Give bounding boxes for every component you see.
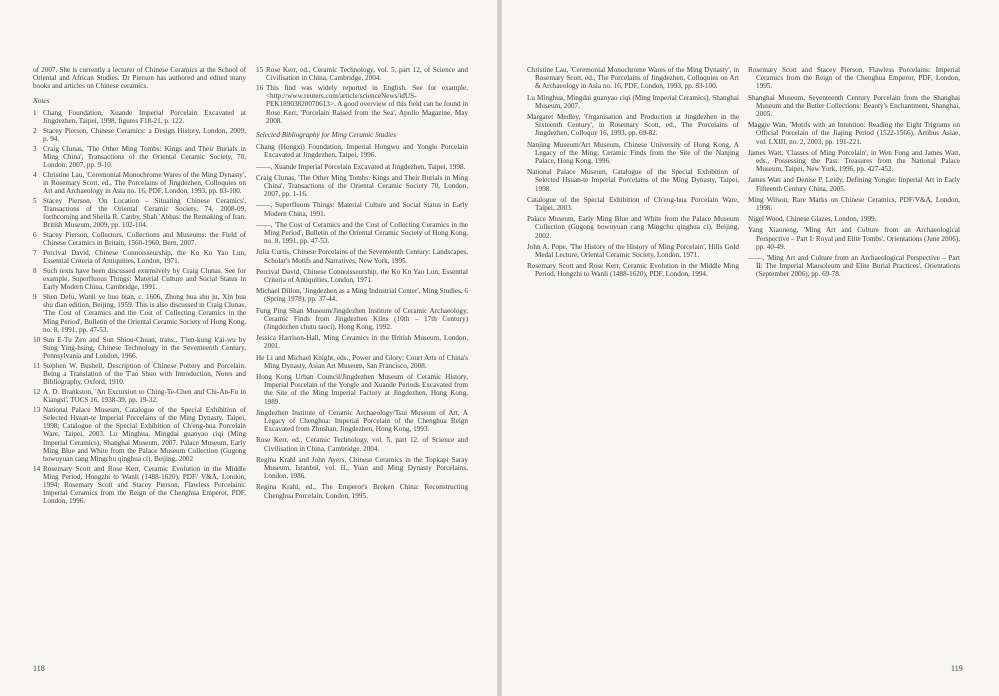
bibliography-entry: James Watt and Denise P. Leidy, Defining Yongle: Imperial Art in Early Fifteenth Century China, 2005. [748, 176, 960, 193]
bibliography-entry: Fung Ping Shan Museum/Jingdezhen Institute of Ceramic Archaeology, Ceramic Finds from Jingdezhen Kilns (10th – 17th Century) (Jingdezhen chutu taoci), Hong Kong, 1992. [256, 306, 468, 331]
bibliography-list-continued-1 [527, 66, 739, 279]
bibliography-entry: Christine Lau, 'Ceremonial Monochrome Wares of the Ming Dynasty', in Rosemary Scott, ed., The Porcelains of Jingdezhen, Colloquies on Art & Archaeology in Asia no. 16, PDF, London, 1993, pp. 83-100. [527, 66, 739, 91]
bibliography-entry: Regina Krahl and John Ayers, Chinese Ceramics in the Topkapi Saray Museum, Istanbul, vol. II., Yuan and Ming Dynasty Porcelains, London, 1986. [256, 455, 468, 481]
note-number: 8 [33, 266, 37, 275]
notes-continued-list [256, 66, 468, 125]
note-text: Percival David, Chinese Connoisseurship, the Ko Ku Yao Lun, Essential Criteria of Antiquities, London, 1971. [43, 249, 246, 266]
bibliography-entry: Palace Museum, Early Ming Blue and White from the Palace Museum Collection (Gugong bowuyuan cang Mingchu qinghua ci), Beijing, 2002. [527, 215, 739, 240]
bibliography-entry: Catalogue of the Special Exhibition of Ch'eng-hua Porcelain Ware, Taipei, 2003. [527, 195, 739, 213]
note-item [33, 465, 246, 506]
note-item [33, 197, 246, 230]
bibliography-entry: ——, Xuande Imperial Porcelain Excavated at Jingdezhen, Taipei, 1998. [256, 162, 466, 171]
note-item [33, 267, 246, 292]
left-page [0, 0, 497, 696]
note-text: Christine Lau, 'Ceremonial Monochrome Wares of the Ming Dynasty', in Rosemary Scott, ed., The Porcelains of Jingdezhen, Colloquies on Art and Archaeology in Asia no. 16, PDF, London, 1993, pp. 83-100. [43, 170, 246, 196]
note-number: 14 [33, 464, 41, 473]
page-number-right: 119 [951, 664, 963, 673]
note-number: 4 [33, 170, 37, 179]
page-number-left: 118 [33, 664, 45, 673]
notes-heading: Notes [33, 96, 50, 105]
note-text: Sun E-Tu Zen and Sun Shiou-Chuan, trans., T'ien-kung k'ai-wu by Sung Ying-hsing, Chinese Technology in the Seventeenth Century, Pennsylvania and London, 1966. [43, 335, 246, 360]
note-number: 15 [256, 66, 264, 74]
note-item [33, 231, 246, 247]
bibliography-entry: Hong Kong Urban Council/Jingdezhen Museum of Ceramic History, Imperial Porcelain of the Yongle and Xuande Periods Excavated from the Site of the Ming Imperial Factory at Jingdezhen, Hong Kong, 1989. [256, 373, 468, 406]
note-text: This find was widely reported in English. See for example, <http://www.reuters.com/article/scienceNews/idUS-PEK18903820070613>. A good overview of this field can be found in Rose Kerr, 'Porcelain Raised from the Sea', Apollo Magazine, May 2008. [266, 83, 468, 125]
note-item [33, 388, 246, 404]
note-text: Chang Foundation, Xuande Imperial Porcelain Excavated at Jingdezhen, Taipei, 1998, figures F18-21, p. 122. [43, 108, 246, 126]
notes-list [33, 109, 246, 506]
note-number: 6 [33, 231, 37, 240]
note-text: Shen Defu, Wanli ye huo bian, c. 1606, Zhong hua shu ju, Xin hua shu dian edition, Beijing, 1959. This is also discussed in Craig Clunas, 'The Cost of Ceramics and the Cost of Collecting Ceramics in the Ming Period', Bulletin of the Oriental Ceramic Society of Hong Kong, no. 8, 1991, pp. 47-53. [43, 293, 246, 334]
note-number: 2 [33, 126, 37, 135]
note-text: Craig Clunas, 'The Other Ming Tombs: Kings and Their Burials in Ming China', Transactions of the Oriental Ceramic Society, 70, London, 2007, pp. 9-10. [43, 144, 246, 170]
note-text: National Palace Museum, Catalogue of the Special Exhibition of Selected Hsuan-te Imperial Porcelains of the Ming Dynasty, Taipei, 1998; Catalogue of the Special Exhibition of Ch'eng-hua Porcelain Ware, Taipei, 2003. Lu Minghua, Mingdai guanyao ciqi (Ming Imperial Ceramics), Shanghai Museum, 2007. Palace Museum, Early Ming Blue and White from the Palace Museum Collection (Gugong bowuyuan cang Mingchu qinghua ci), Beijing, 2002 [43, 405, 246, 463]
bibliography-entry: Yang Xiaoneng, 'Ming Art and Culture from an Archaeological Perspective – Part I: Royal and Elite Tombs', Orientations (June 2006), pp. 40-49. [748, 226, 960, 251]
bibliography-entry: Craig Clunas, 'The Other Ming Tombs: Kings and Their Burials in Ming China', Transactions of the Oriental Ceramic Society 70, London, 2007, pp. 1-16. [256, 173, 468, 199]
note-number: 16 [256, 83, 264, 92]
note-item [33, 406, 246, 463]
bibliography-entry: Rosemary Scott and Stacey Pierson, Flawless Porcelains: Imperial Ceramics from the Reign of the Chenghua Emperor, PDF, London, 1995. [748, 66, 960, 91]
note-number: 10 [33, 335, 41, 344]
right-page-column-1 [527, 66, 739, 282]
bibliography-entry: Lu Minghua, Mingdai guanyao ciqi (Ming Imperial Ceramics), Shanghai Museum, 2007. [527, 93, 739, 110]
bibliography-entry: Jingdezhen Institute of Ceramic Archaeology/Tsui Museum of Art, A Legacy of Chenghua: Imperial Porcelain of the Chenghua Reign Excavated from Zhushan, Jingdezhen, Hong Kong, 1993. [256, 408, 468, 434]
bibliography-entry: Maggie Wan, 'Motifs with an Intention: Reading the Eight Trigrams on Official Porcelain of the Jiajing Period (1522-1566), Artibus Asiae, vol. LXIII, no. 2, 2003, pp. 191-221. [748, 121, 960, 146]
bibliography-entry: Margaret Medley, 'Organisation and Production at Jingdezhen in the Sixteenth Century', in Rosemary Scott, ed., The Porcelains of Jingdezhen, Colloquy 16, 1993, pp. 69-82. [527, 113, 739, 138]
note-text: Stephen W. Bushell, Description of Chinese Pottery and Porcelain. Being a Translation of the T'ao Shuo with Introduction, Notes and Bibliography, Oxford, 1910. [43, 361, 246, 387]
bibliography-entry: Percival David, Chinese Connoisseurship, the Ko Ku Yao Lun, Essential Criteria of Antiquities, London, 1971. [256, 267, 468, 284]
bibliography-entry: Michael Dillon, 'Jingdezhen as a Ming Industrial Center', Ming Studies, 6 (Spring 1978), pp. 37-44. [256, 287, 468, 304]
bibliography-entry: National Palace Museum, Catalogue of the Special Exhibition of Selected Hsuan-te Imperial Porcelains of the Ming Dynasty, Taipei, 1998. [527, 168, 739, 193]
bibliography-entry: Rose Kerr, ed., Ceramic Technology, vol. 5, part 12, of Science and Civilisation in China, Cambridge, 2004. [256, 436, 468, 453]
note-item [33, 249, 246, 265]
note-number: 11 [33, 361, 40, 370]
note-number: 3 [33, 144, 37, 153]
bibliography-entry: Rosemary Scott and Rose Kerr, Ceramic Evolution in the Middle Ming Period, Hongzhi to Wanli (1488-1620), PDF, London, 1994. [527, 262, 739, 279]
note-text: Rosemary Scott and Rose Kerr, Ceramic Evolution in the Middle Ming Period, Hongzhi to Wanli (1488-1620), PDF/ V&A, London, 1994; Rosemary Scott and Stacey Pierson, Flawless Porcelains: Imperial Ceramics from the Reign of the Chenghua Emperor, PDF, London, 1996. [43, 464, 246, 506]
note-item [33, 171, 246, 196]
bibliography-entry: Regina Krahl, ed., The Emperor's Broken China: Reconstructing Chenghua Porcelain, London, 1995. [256, 483, 468, 500]
bibliography-entry: Ming Wilson, Rare Marks on Chinese Ceramics, PDF/V&A, London, 1998. [748, 195, 960, 213]
note-number: 12 [33, 387, 41, 396]
note-item [33, 145, 246, 170]
note-text: Rose Kerr, ed., Ceramic Technology, vol. 5, part 12, of Science and Civilisation in China, Cambridge, 2004. [266, 66, 468, 83]
bibliography-entry: John A. Pope, 'The History of the History of Ming Porcelain', Hills Gold Medal Lecture, Oriental Ceramic Society, London, 1971. [527, 242, 739, 260]
bibliography-entry: He Li and Michael Knight, eds., Power and Glory: Court Arts of China's Ming Dynasty, Asian Art Museum, San Francisco, 2008. [256, 353, 468, 370]
bibliography-entry: ——, Superfluous Things: Material Culture and Social Status in Early Modern China, 1991. [256, 201, 468, 218]
note-text: Stacey Pierson, Chinese Ceramics: a Design History, London, 2009, p. 94. [43, 126, 246, 143]
bibliography-entry: James Watt, 'Classes of Ming Porcelain', in Wen Fong and James Watt, eds., Possessing the Past: Treasures from the National Palace Museum, Taipei, New York, 1996, pp. 427-452. [748, 148, 960, 174]
left-page-column-1 [33, 66, 246, 507]
note-number: 5 [33, 196, 37, 205]
right-page-column-2 [748, 66, 960, 282]
note-item [256, 66, 468, 82]
bibliography-entry: Julia Curtis, Chinese Porcelains of the Seventeenth Century: Landscapes, Scholar's Motifs and Narratives, New York, 1995. [256, 248, 468, 265]
right-page [502, 0, 999, 696]
bibliography-list [256, 143, 468, 500]
intro-paragraph: of 2007. She is currently a lecturer of Chinese Ceramics at the School of Oriental and African Studies. Dr Pierson has authored and edited many books and articles on Chinese ceramics. [33, 66, 246, 91]
bibliography-entry: Chang (Hongxi) Foundation, Imperial Hongwu and Yongle Porcelain Excavated at Jingdezhen, Taipei, 1996. [256, 143, 468, 160]
bibliography-entry: ——, 'The Cost of Ceramics and the Cost of Collecting Ceramics in the Ming Period', Bulletin of the Oriental Ceramic Society of Hong Kong, no. 8, 1991, pp. 47-53. [256, 220, 468, 246]
note-number: 7 [33, 249, 37, 258]
note-text: A. D. Brankston, 'An Excursion to Ching-Te-Chen and Chi-An-Fu in Kiangsi', TOCS 16, 1938-39, pp. 19-32. [43, 387, 246, 405]
note-number: 1 [33, 108, 37, 117]
note-text: Such texts have been discussed extensively by Craig Clunas. See for example, Superfluous Things: Material Culture and Social Status in Early Modern China, Cambridge, 1991. [43, 266, 246, 292]
bibliography-entry: ——, 'Ming Art and Culture from an Archaeological Perspective – Part II: The Imperial Mausoleum and Elite Burial Practices', Orientations (September 2006), pp. 69-78. [748, 254, 960, 279]
bibliography-entry: Nigel Wood, Chinese Glazes, London, 1999. [748, 215, 877, 224]
note-text: Stacey Pierson, Collectors, Collections and Museums: the Field of Chinese Ceramics in Britain, 1560-1960, Bern, 2007. [43, 231, 246, 248]
bibliography-heading: Selected Bibliography for Ming Ceramic Studies [256, 130, 396, 139]
note-item [33, 336, 246, 361]
note-number: 13 [33, 405, 41, 414]
note-item [256, 84, 468, 125]
note-item [33, 109, 246, 125]
left-page-column-2 [256, 66, 468, 503]
bibliography-list-continued-2 [748, 66, 960, 279]
bibliography-entry: Jessica Harrison-Hall, Ming Ceramics in the British Museum, London, 2001. [256, 334, 468, 351]
note-item [33, 127, 246, 143]
bibliography-entry: Nanjing Museum/Art Museum, Chinese University of Hong Kong, A Legacy of the Ming: Ceramic Finds from the Site of the Nanjing Palace, Hong Kong, 1996. [527, 140, 739, 166]
bibliography-entry: Shanghai Museum, Seventeenth Century Porcelain from the Shanghai Museum and the Butler Collections: Beauty's Enchantment, Shanghai, 2005. [748, 93, 960, 119]
note-text: Stacey Pierson, 'On Location – Situating Chinese Ceramics', Transactions of the Oriental Ceramic Society, 74, 2008-09, forthcoming and Sheila R. Canby, Shah 'Abbas: the Remaking of Iran, British Museum, 2009, pp. 102-104. [43, 196, 246, 230]
note-item [33, 362, 246, 387]
note-item [33, 293, 246, 334]
note-number: 9 [33, 293, 37, 302]
